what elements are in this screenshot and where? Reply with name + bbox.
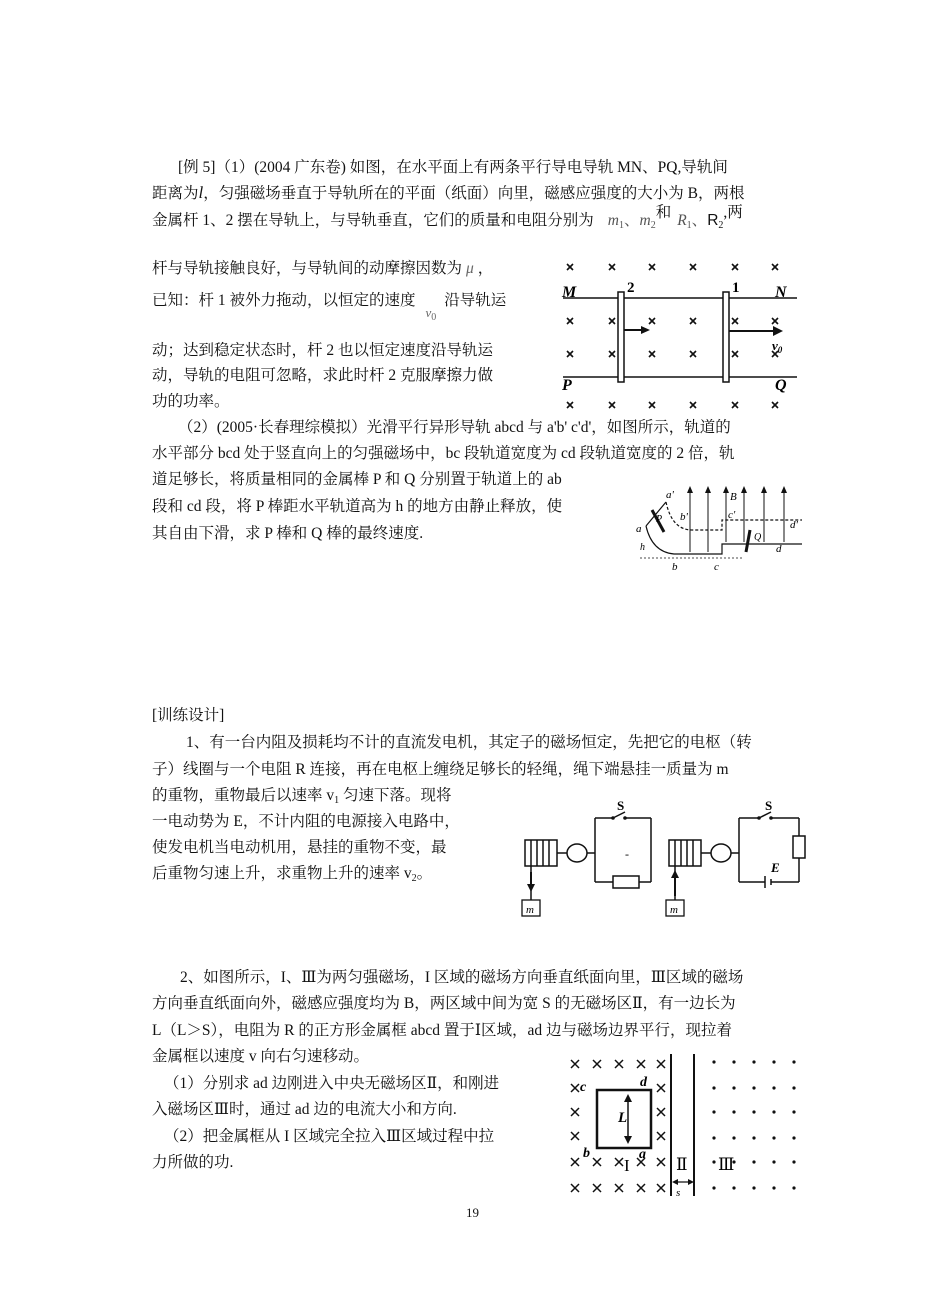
- page-number: 19: [466, 1205, 479, 1220]
- cross-mark: [637, 1060, 645, 1068]
- label-q: Q: [754, 532, 762, 543]
- label-rod-2: 2: [627, 280, 635, 296]
- label-region-i: I: [624, 1156, 630, 1175]
- dot-mark: [772, 1060, 775, 1063]
- label-d-prime: d': [790, 519, 798, 531]
- cross-mark: [567, 318, 573, 324]
- ex5-p2-line-1: （2）(2005·长春理综模拟）光滑平行异形导轨 abcd 与 a'b' c'd'，如图所示，轨道的: [178, 419, 731, 436]
- label-v0: $v_0$: [772, 338, 783, 355]
- cross-mark: [732, 264, 738, 270]
- label-l: L: [618, 1110, 628, 1126]
- dot-mark: [772, 1160, 775, 1163]
- label-c: c: [580, 1080, 587, 1095]
- label-a: a: [639, 1147, 646, 1162]
- q1-line-2: 子）线圈与一个电阻 R 连接，再在电枢上缠绕足够长的轻绳，绳下端悬挂一质量为 m: [152, 761, 729, 778]
- q2-line-4: 金属框以速度 v 向右匀速移动。: [152, 1048, 370, 1065]
- label-h: h: [640, 542, 645, 553]
- label-q: Q: [775, 377, 787, 394]
- dot-mark: [732, 1136, 735, 1139]
- label-b-prime: b': [680, 511, 688, 523]
- ex5-line-6: 动；达到稳定状态时，杆 2 也以恒定速度沿导轨运: [152, 342, 494, 359]
- cross-mark: [649, 318, 655, 324]
- cross-mark: [657, 1084, 665, 1092]
- cross-mark: [657, 1158, 665, 1166]
- cross-mark: [571, 1158, 579, 1166]
- generator-figure: [515, 796, 815, 928]
- cross-mark: [593, 1060, 601, 1068]
- dot-mark: [772, 1186, 775, 1189]
- label-a-prime: a': [666, 489, 674, 501]
- dot-mark: [792, 1060, 795, 1063]
- field-arrow-heads: [687, 486, 787, 493]
- weight-label-left: m: [526, 904, 534, 916]
- q2-sub2-line-1: （2）把金属框从 I 区域完全拉入Ⅲ区域过程中拉: [164, 1128, 495, 1145]
- cross-mark: [567, 351, 573, 357]
- q2-line-1: 2、如图所示，I、Ⅲ为两匀强磁场，I 区域的磁场方向垂直纸面向里，Ⅲ区域的磁场: [180, 969, 744, 986]
- cross-mark: [657, 1184, 665, 1192]
- label-c: c: [714, 561, 719, 573]
- dot-mark: [792, 1086, 795, 1089]
- label-p: P: [656, 514, 663, 525]
- cross-mark: [567, 402, 573, 408]
- cross-mark: [690, 264, 696, 270]
- ex5-line-4: 杆与导轨接触良好，与导轨间的动摩擦因数为 μ ，: [152, 260, 494, 277]
- label-d: d: [640, 1075, 647, 1090]
- switch-label-left: S: [617, 798, 625, 813]
- q2-sub2-line-2: 力所做的功.: [152, 1154, 234, 1171]
- dot-mark: [732, 1186, 735, 1189]
- cross-mark: [593, 1158, 601, 1166]
- dot-mark: [752, 1186, 755, 1189]
- cross-mark: [609, 351, 615, 357]
- q2-sub1-line-2: 入磁场区Ⅲ时，通过 ad 边的电流大小和方向.: [152, 1101, 457, 1118]
- cross-mark: [567, 264, 573, 270]
- cross-mark: [772, 402, 778, 408]
- weight-label-right: m: [670, 904, 678, 916]
- label-p: P: [562, 377, 572, 394]
- dot-mark: [752, 1136, 755, 1139]
- ex5-line-7: 动，导轨的电阻可忽略，求此时杆 2 克服摩擦力做: [152, 367, 494, 384]
- rod-1-arrow-head: [773, 326, 783, 336]
- cross-mark: [732, 402, 738, 408]
- cross-mark: [571, 1184, 579, 1192]
- q2-line-2: 方向垂直纸面向外，磁感应强度均为 B，两区域中间为宽 S 的无磁场区Ⅱ，有一边长为: [152, 995, 736, 1012]
- label-rod-1: 1: [732, 280, 740, 296]
- cross-mark: [615, 1158, 623, 1166]
- training-heading: [训练设计]: [152, 707, 225, 724]
- dot-mark: [792, 1160, 795, 1163]
- cross-mark: [772, 318, 778, 324]
- cross-mark: [772, 264, 778, 270]
- q1-line-6: 后重物匀速上升，求重物上升的速率 $v_2$。: [152, 865, 433, 884]
- cross-mark: [649, 264, 655, 270]
- dot-mark: [752, 1060, 755, 1063]
- minus-label: -: [625, 847, 629, 861]
- dot-mark: [772, 1110, 775, 1113]
- dot-mark: [712, 1186, 715, 1189]
- cross-mark: [609, 318, 615, 324]
- ex5-line-8: 功的功率。: [152, 393, 230, 410]
- cross-mark: [571, 1108, 579, 1116]
- field-arrows: [690, 490, 784, 552]
- label-region-ii: Ⅱ: [676, 1155, 688, 1174]
- cross-mark: [657, 1108, 665, 1116]
- dot-mark: [752, 1086, 755, 1089]
- cross-mark: [615, 1060, 623, 1068]
- q1-line-5: 使发电机当电动机用，悬挂的重物不变，最: [152, 839, 447, 856]
- cross-mark: [732, 318, 738, 324]
- label-c-prime: c': [728, 509, 736, 521]
- cross-mark: [649, 402, 655, 408]
- dot-mark: [732, 1086, 735, 1089]
- label-b-field: B: [730, 491, 737, 503]
- cross-mark: [732, 351, 738, 357]
- rod-q: [746, 530, 750, 552]
- ex5-line-2: 距离为l，匀强磁场垂直于导轨所在的平面（纸面）向里，磁感应强度的大小为 B，两根: [152, 183, 745, 202]
- q1-line-1: 1、有一台内阻及损耗均不计的直流发电机，其定子的磁场恒定，先把它的电枢（转: [186, 734, 752, 751]
- ex5-p2-line-5: 其自由下滑，求 P 棒和 Q 棒的最终速度.: [152, 525, 424, 542]
- dot-mark: [772, 1136, 775, 1139]
- rod-2: [618, 292, 624, 382]
- cross-mark: [571, 1084, 579, 1092]
- dot-mark: [712, 1086, 715, 1089]
- dot-mark: [732, 1060, 735, 1063]
- rod-2-arrow-head: [641, 326, 650, 334]
- cross-mark: [571, 1132, 579, 1140]
- label-b: b: [672, 561, 678, 573]
- dot-mark: [772, 1086, 775, 1089]
- dot-mark: [712, 1160, 715, 1163]
- cross-mark: [609, 264, 615, 270]
- dot-mark: [752, 1110, 755, 1113]
- label-m: M: [562, 284, 577, 301]
- ex5-line-3: 金属杆 1、2 摆在导轨上，与导轨垂直，它们的质量和电阻分别为 $m_1$、$m_2$和 $R_1$、$R_2$,两: [152, 204, 743, 231]
- cross-mark: [637, 1184, 645, 1192]
- dot-mark: [792, 1110, 795, 1113]
- q1-line-3: 的重物，重物最后以速率 $v_1$ 匀速下落。现将: [152, 787, 452, 806]
- label-a: a: [636, 523, 642, 535]
- cross-mark: [571, 1060, 579, 1068]
- generator-circuit-right: [669, 812, 805, 900]
- label-d: d: [776, 543, 782, 555]
- cross-mark: [615, 1184, 623, 1192]
- dot-mark: [752, 1160, 755, 1163]
- dot-mark: [712, 1110, 715, 1113]
- q2-line-3: L（L＞S），电阻为 R 的正方形金属框 abcd 置于Ⅰ区域，ad 边与磁场边界平行，现拉着: [152, 1022, 733, 1039]
- switch-label-right: S: [765, 798, 773, 813]
- ex5-p2-line-3: 道足够长，将质量相同的金属棒 P 和 Q 分别置于轨道上的 ab: [152, 471, 562, 488]
- label-b: b: [583, 1146, 590, 1161]
- magnetic-regions-figure: [560, 1050, 805, 1200]
- generator-circuit-left: [525, 812, 651, 900]
- field-cross-marks: [567, 264, 778, 408]
- q1-line-4: 一电动势为 E，不计内阻的电源接入电路中，: [152, 813, 460, 830]
- dot-mark: [712, 1136, 715, 1139]
- dot-mark: [712, 1060, 715, 1063]
- cross-mark: [609, 402, 615, 408]
- ex5-p2-line-4: 段和 cd 段，将 P 棒距水平轨道高为 h 的地方由静止释放，使: [152, 498, 563, 515]
- label-n: N: [775, 284, 787, 301]
- rod-1: [723, 292, 729, 382]
- emf-label: E: [771, 860, 780, 875]
- shaped-rails-figure: [632, 482, 817, 577]
- ex5-line-5: 已知：杆 1 被外力拖动，以恒定的速度$_{v0}$沿导轨运: [152, 292, 507, 323]
- cross-mark: [690, 402, 696, 408]
- cross-mark: [593, 1184, 601, 1192]
- label-region-iii: Ⅲ: [718, 1155, 735, 1174]
- dot-mark: [792, 1136, 795, 1139]
- dot-mark: [732, 1110, 735, 1113]
- dot-mark: [792, 1186, 795, 1189]
- cross-mark: [657, 1132, 665, 1140]
- ex5-line-1: [例 5]（1）(2004 广东卷) 如图，在水平面上有两条平行导电导轨 MN、PQ,导轨间: [178, 159, 728, 176]
- cross-mark: [690, 318, 696, 324]
- ex5-p2-line-2: 水平部分 bcd 处于竖直向上的匀强磁场中，bc 段轨道宽度为 cd 段轨道宽度的 2 倍，轨: [152, 445, 735, 462]
- label-s: s: [676, 1187, 681, 1199]
- q2-sub1-line-1: （1）分别求 ad 边刚进入中央无磁场区Ⅱ，和刚进: [164, 1075, 500, 1092]
- cross-mark: [649, 351, 655, 357]
- cross-mark: [690, 351, 696, 357]
- rails-figure: [555, 255, 805, 415]
- cross-mark: [657, 1060, 665, 1068]
